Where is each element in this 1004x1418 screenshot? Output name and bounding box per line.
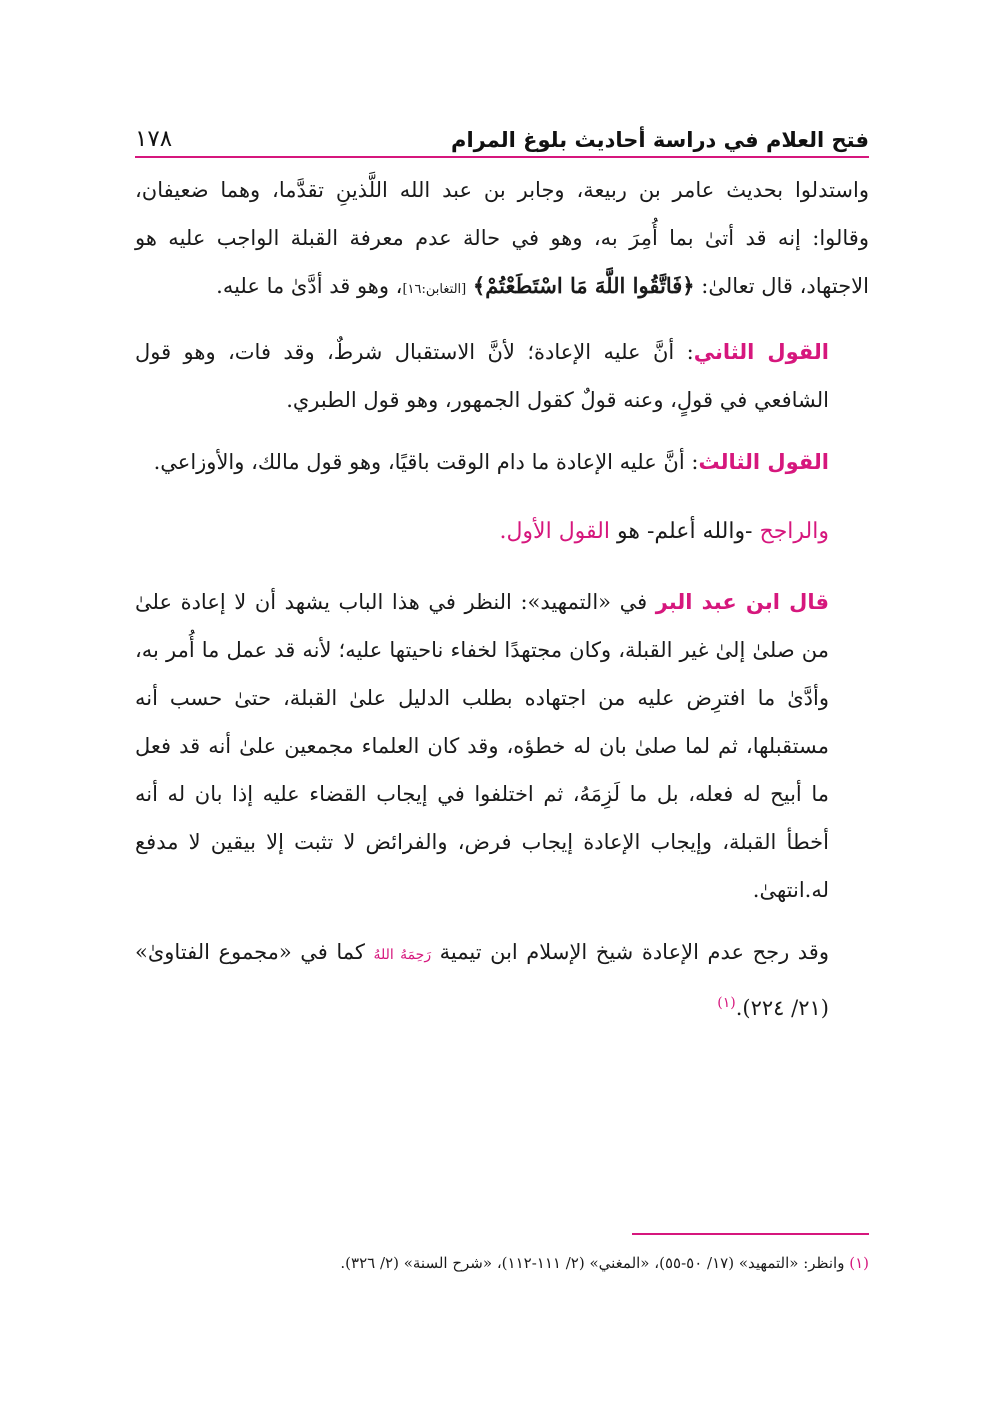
quran-verse: ﴿فَاتَّقُوا اللَّهَ مَا اسْتَطَعْتُمْ﴾ — [472, 273, 695, 298]
verse-reference: [التغابن:١٦] — [402, 282, 467, 297]
footnote-rule — [632, 1233, 869, 1235]
conclusion-text: -والله أعلم- هو — [610, 519, 760, 544]
book-title: فتح العلام في دراسة أحاديث بلوغ المرام — [451, 128, 869, 152]
paragraph-third-opinion — [135, 438, 869, 486]
paragraph-ibn-abd-albarr — [135, 578, 869, 914]
running-header — [135, 118, 869, 152]
conclusion — [135, 508, 869, 556]
footnote-number: (١) — [849, 1254, 869, 1272]
paragraph-text: وقد رجح عدم الإعادة شيخ الإسلام ابن تيمية — [431, 940, 829, 964]
paragraph-tail: ، وهو قد أدَّىٰ ما عليه. — [216, 274, 403, 298]
opinion-label: القول الثاني — [693, 340, 829, 364]
paragraph-text: : أنَّ عليه الإعادة ما دام الوقت باقيًا، وهو قول مالك، والأوزاعي. — [153, 450, 699, 474]
footnote-marker[interactable]: (١) — [717, 995, 736, 1011]
paragraph-text: في «التمهيد»: النظر في هذا الباب يشهد أن لا إعادة علىٰ من صلىٰ إلىٰ غير القبلة، وكان مجتهدًا لخفاء ناحيتها عليه؛ لأنه قد عمل ما أُمر به، وأدَّىٰ ما افترِض عليه من اجتهاده بطلب الدليل علىٰ القبلة، حتىٰ حسب أنه مستقبلها، ثم لما صلىٰ بان له خطؤه، وقد كان العلماء مجمعين علىٰ أنه قد فعل ما أبيح له فعله، بل ما لَزِمَهُ، ثم اختلفوا في إيجاب القضاء عليه إذا بان له أنه أخطأ القبلة، وإيجاب الإعادة إيجاب فرض، والفرائض لا تثبت إلا بيقين لا مدفع له.انتهىٰ. — [135, 590, 829, 902]
opinion-label: القول الثالث — [698, 450, 829, 474]
paragraph-text: واستدلوا بحديث عامر بن ربيعة، وجابر بن عبد الله اللَّذينِ تقدَّما، وهما ضعيفان، وقالوا: إنه قد أتىٰ بما أُمِرَ به، وهو في حالة عدم معرفة القبلة الواجب عليه هو الاجتهاد، قال تعالىٰ: — [135, 178, 869, 298]
conclusion-opinion: القول الأول — [506, 519, 610, 544]
footnote — [135, 1250, 869, 1276]
scholar-label: قال ابن عبد البر — [655, 590, 829, 614]
paragraph-ibn-taymiyyah — [135, 928, 869, 1032]
header-rule — [135, 156, 869, 158]
page-number: ١٧٨ — [135, 126, 173, 152]
paragraph-text: : أنَّ عليه الإعادة؛ لأنَّ الاستقبال شرطٌ، وقد فات، وهو قول الشافعي في قولٍ، وعنه قولٌ كقول الجمهور، وهو قول الطبري. — [135, 340, 829, 412]
paragraph-text-2: كما في «مجموع الفتاوىٰ» (٢١/ ٢٢٤). — [135, 940, 829, 1020]
footnote-text: وانظر: «التمهيد» (١٧/ ٥٠-٥٥)، «المغني» (٢/ ١١١-١١٢)، «شرح السنة» (٢/ ٣٢٦). — [340, 1254, 850, 1272]
main-text — [135, 166, 869, 1046]
honorific: رَحِمَهُ اللهُ — [373, 947, 432, 963]
paragraph-second-opinion — [135, 328, 869, 424]
conclusion-keyword: والراجح — [759, 519, 829, 544]
conclusion-end: . — [499, 519, 507, 544]
paragraph-evidence — [135, 166, 869, 314]
